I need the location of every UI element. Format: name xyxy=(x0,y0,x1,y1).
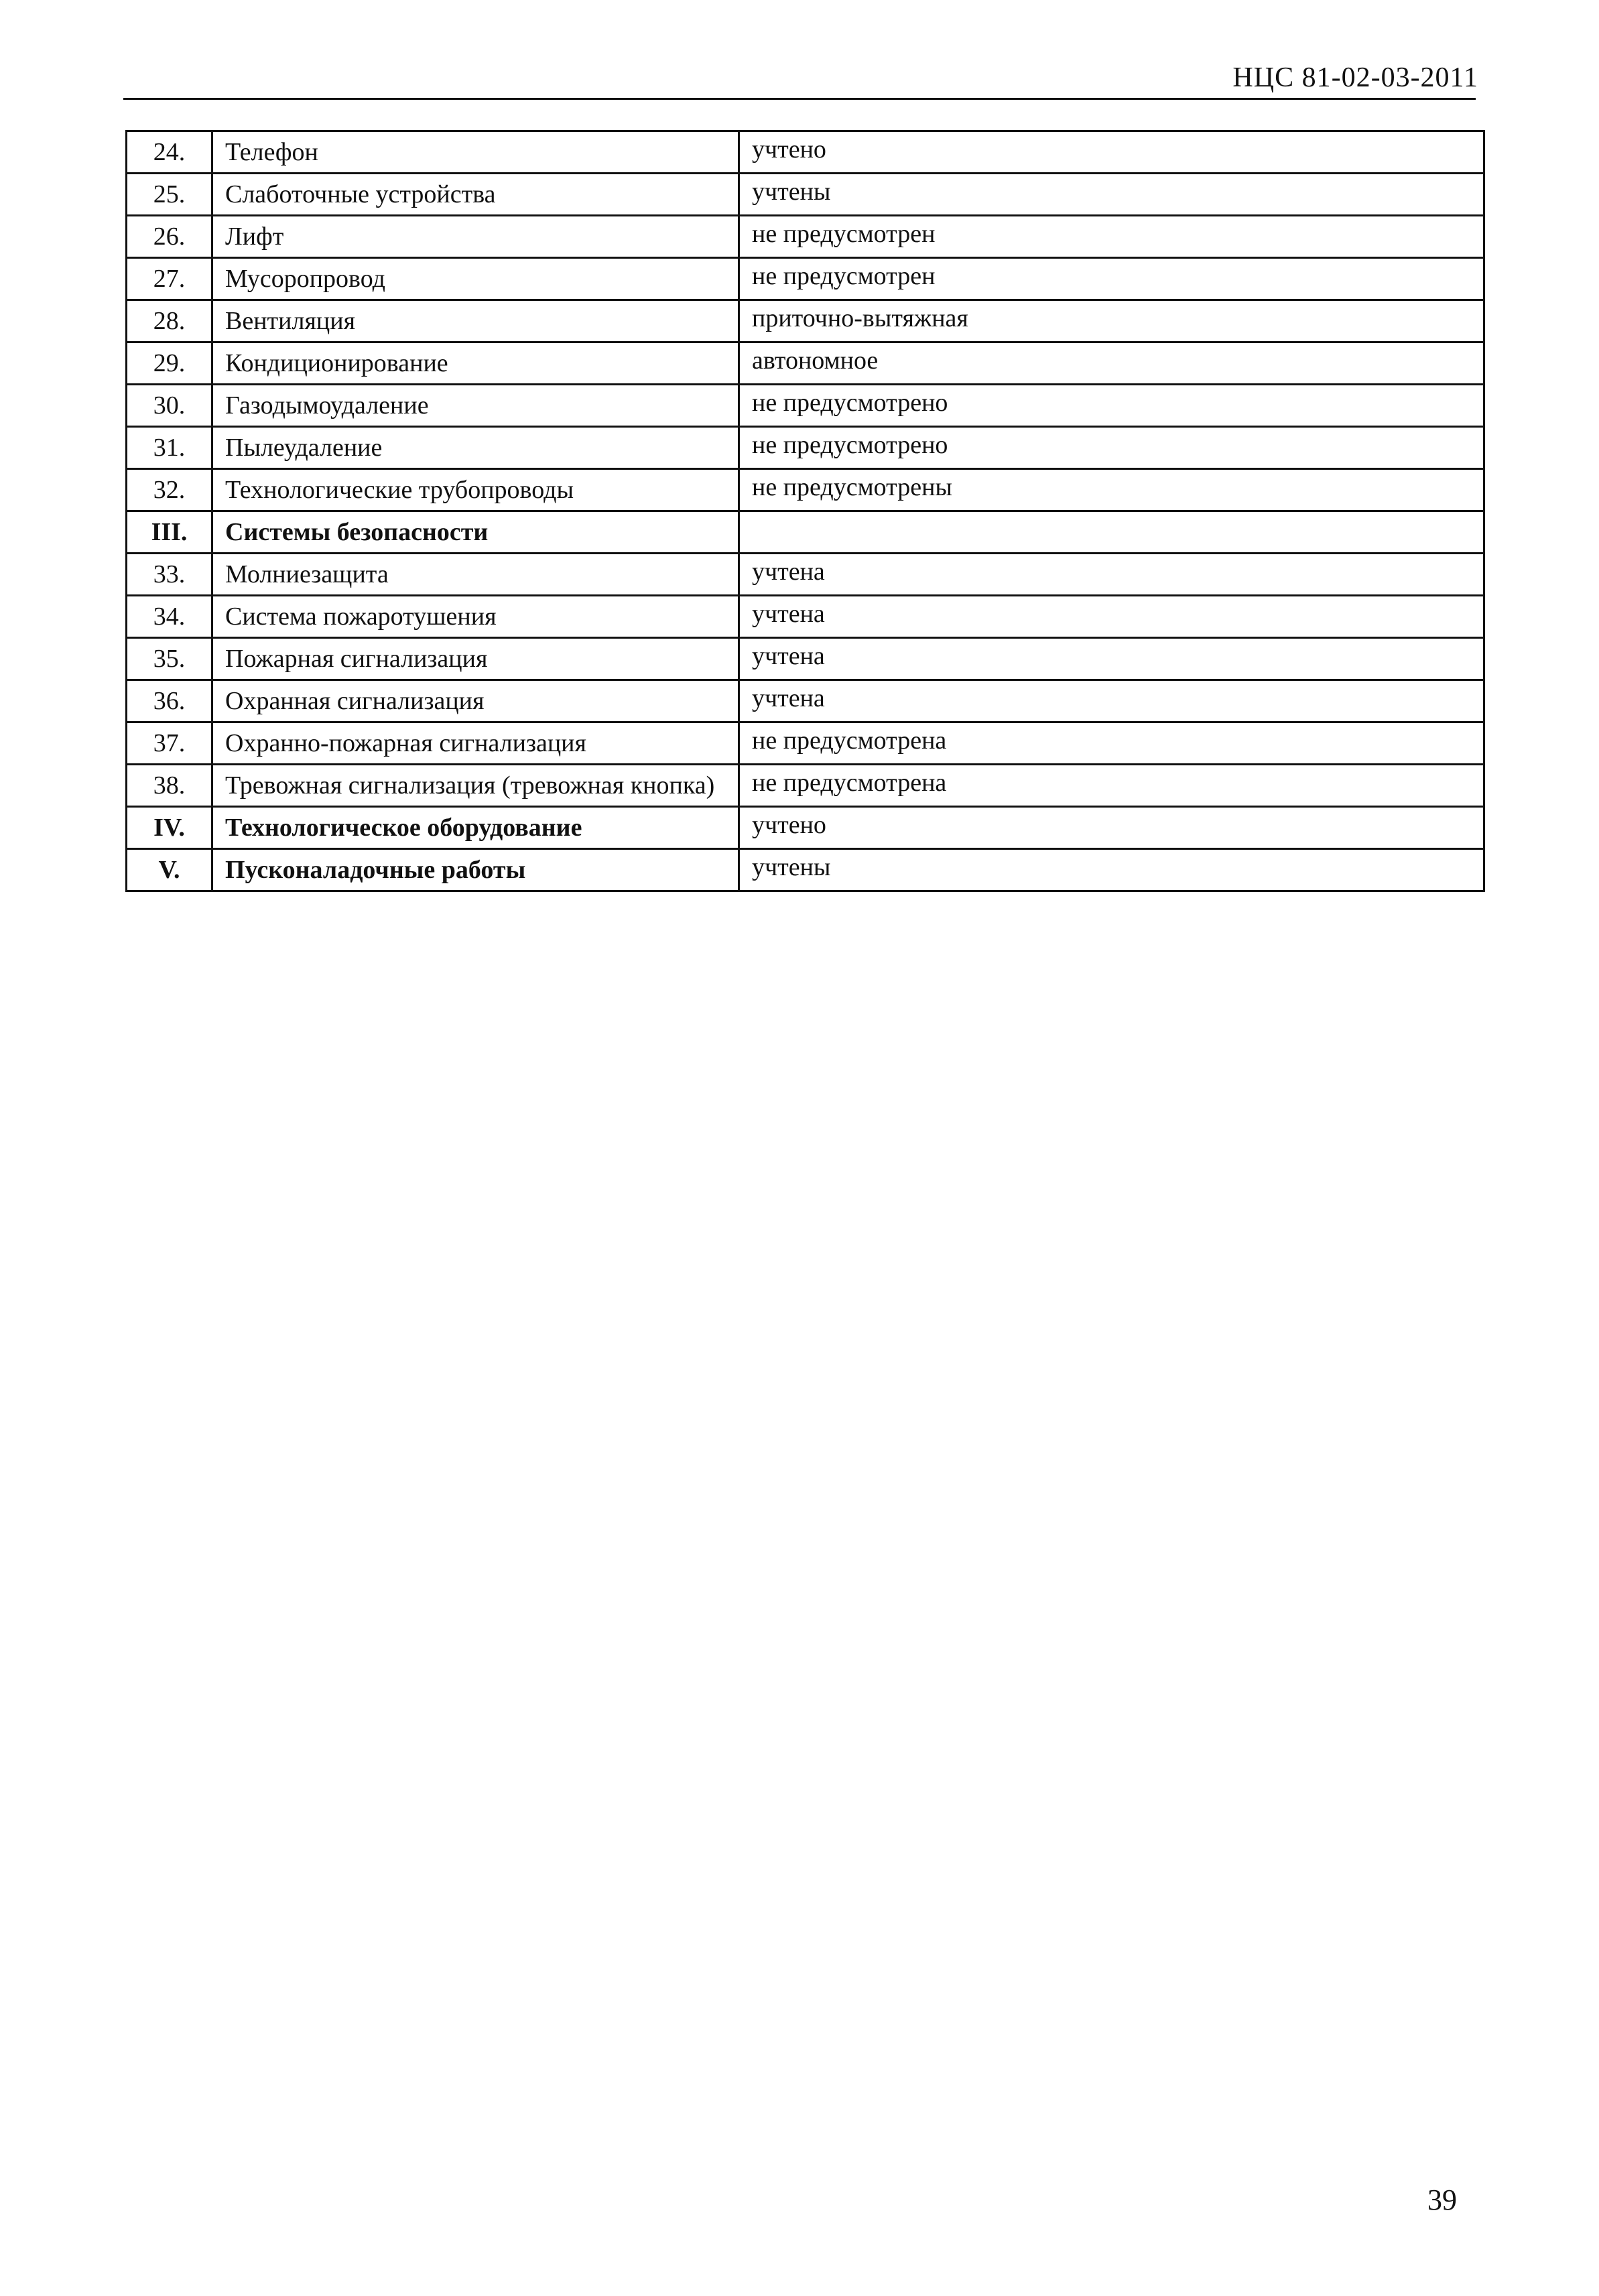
row-value: не предусмотрено xyxy=(739,385,1484,427)
row-name: Охранно-пожарная сигнализация xyxy=(212,722,739,765)
section-title: Пусконаладочные работы xyxy=(212,849,739,891)
row-value: не предусмотрена xyxy=(739,722,1484,765)
row-number: 38. xyxy=(127,765,212,807)
row-number: 30. xyxy=(127,385,212,427)
section-title: Системы безопасности xyxy=(212,511,739,554)
section-number: V. xyxy=(127,849,212,891)
row-value: учтена xyxy=(739,680,1484,722)
section-value: учтены xyxy=(739,849,1484,891)
row-value: не предусмотрен xyxy=(739,258,1484,300)
specification-table-body xyxy=(127,131,1484,891)
row-number: 27. xyxy=(127,258,212,300)
row-number: 24. xyxy=(127,131,212,174)
row-number: 29. xyxy=(127,342,212,385)
section-row xyxy=(127,511,1484,554)
row-name: Молниезащита xyxy=(212,554,739,596)
row-name: Вентиляция xyxy=(212,300,739,342)
row-value: учтено xyxy=(739,131,1484,174)
row-number: 37. xyxy=(127,722,212,765)
row-value: не предусмотрены xyxy=(739,469,1484,511)
row-number: 28. xyxy=(127,300,212,342)
section-title: Технологическое оборудование xyxy=(212,807,739,849)
row-number: 26. xyxy=(127,216,212,258)
row-number: 33. xyxy=(127,554,212,596)
row-name: Газодымоудаление xyxy=(212,385,739,427)
row-name: Мусоропровод xyxy=(212,258,739,300)
row-number: 25. xyxy=(127,174,212,216)
table-row xyxy=(127,174,1484,216)
table-row xyxy=(127,680,1484,722)
table-row xyxy=(127,385,1484,427)
row-number: 32. xyxy=(127,469,212,511)
row-value: учтена xyxy=(739,554,1484,596)
row-name: Телефон xyxy=(212,131,739,174)
section-row xyxy=(127,849,1484,891)
row-number: 36. xyxy=(127,680,212,722)
row-name: Слаботочные устройства xyxy=(212,174,739,216)
row-value: не предусмотрен xyxy=(739,216,1484,258)
table-row xyxy=(127,596,1484,638)
row-value: приточно-вытяжная xyxy=(739,300,1484,342)
row-value: не предусмотрена xyxy=(739,765,1484,807)
section-number: III. xyxy=(127,511,212,554)
section-row xyxy=(127,807,1484,849)
table-row xyxy=(127,469,1484,511)
row-value: не предусмотрено xyxy=(739,427,1484,469)
document-code: НЦС 81-02-03-2011 xyxy=(1232,62,1478,93)
row-name: Пылеудаление xyxy=(212,427,739,469)
row-name: Система пожаротушения xyxy=(212,596,739,638)
specification-table xyxy=(125,130,1485,892)
row-number: 34. xyxy=(127,596,212,638)
page-number: 39 xyxy=(1427,2183,1457,2216)
row-number: 31. xyxy=(127,427,212,469)
row-name: Технологические трубопроводы xyxy=(212,469,739,511)
row-name: Пожарная сигнализация xyxy=(212,638,739,680)
row-value: учтена xyxy=(739,638,1484,680)
section-value: учтено xyxy=(739,807,1484,849)
row-name: Кондиционирование xyxy=(212,342,739,385)
table-row xyxy=(127,427,1484,469)
row-name: Тревожная сигнализация (тревожная кнопка) xyxy=(212,765,739,807)
row-value: учтены xyxy=(739,174,1484,216)
table-row xyxy=(127,216,1484,258)
table-row xyxy=(127,765,1484,807)
row-value: учтена xyxy=(739,596,1484,638)
section-value xyxy=(739,511,1484,554)
row-value: автономное xyxy=(739,342,1484,385)
table-row xyxy=(127,554,1484,596)
row-name: Охранная сигнализация xyxy=(212,680,739,722)
table-row xyxy=(127,638,1484,680)
section-number: IV. xyxy=(127,807,212,849)
table-row xyxy=(127,258,1484,300)
row-name: Лифт xyxy=(212,216,739,258)
table-row xyxy=(127,300,1484,342)
table-row xyxy=(127,131,1484,174)
table-row xyxy=(127,342,1484,385)
row-number: 35. xyxy=(127,638,212,680)
header-rule xyxy=(123,98,1476,100)
table-row xyxy=(127,722,1484,765)
